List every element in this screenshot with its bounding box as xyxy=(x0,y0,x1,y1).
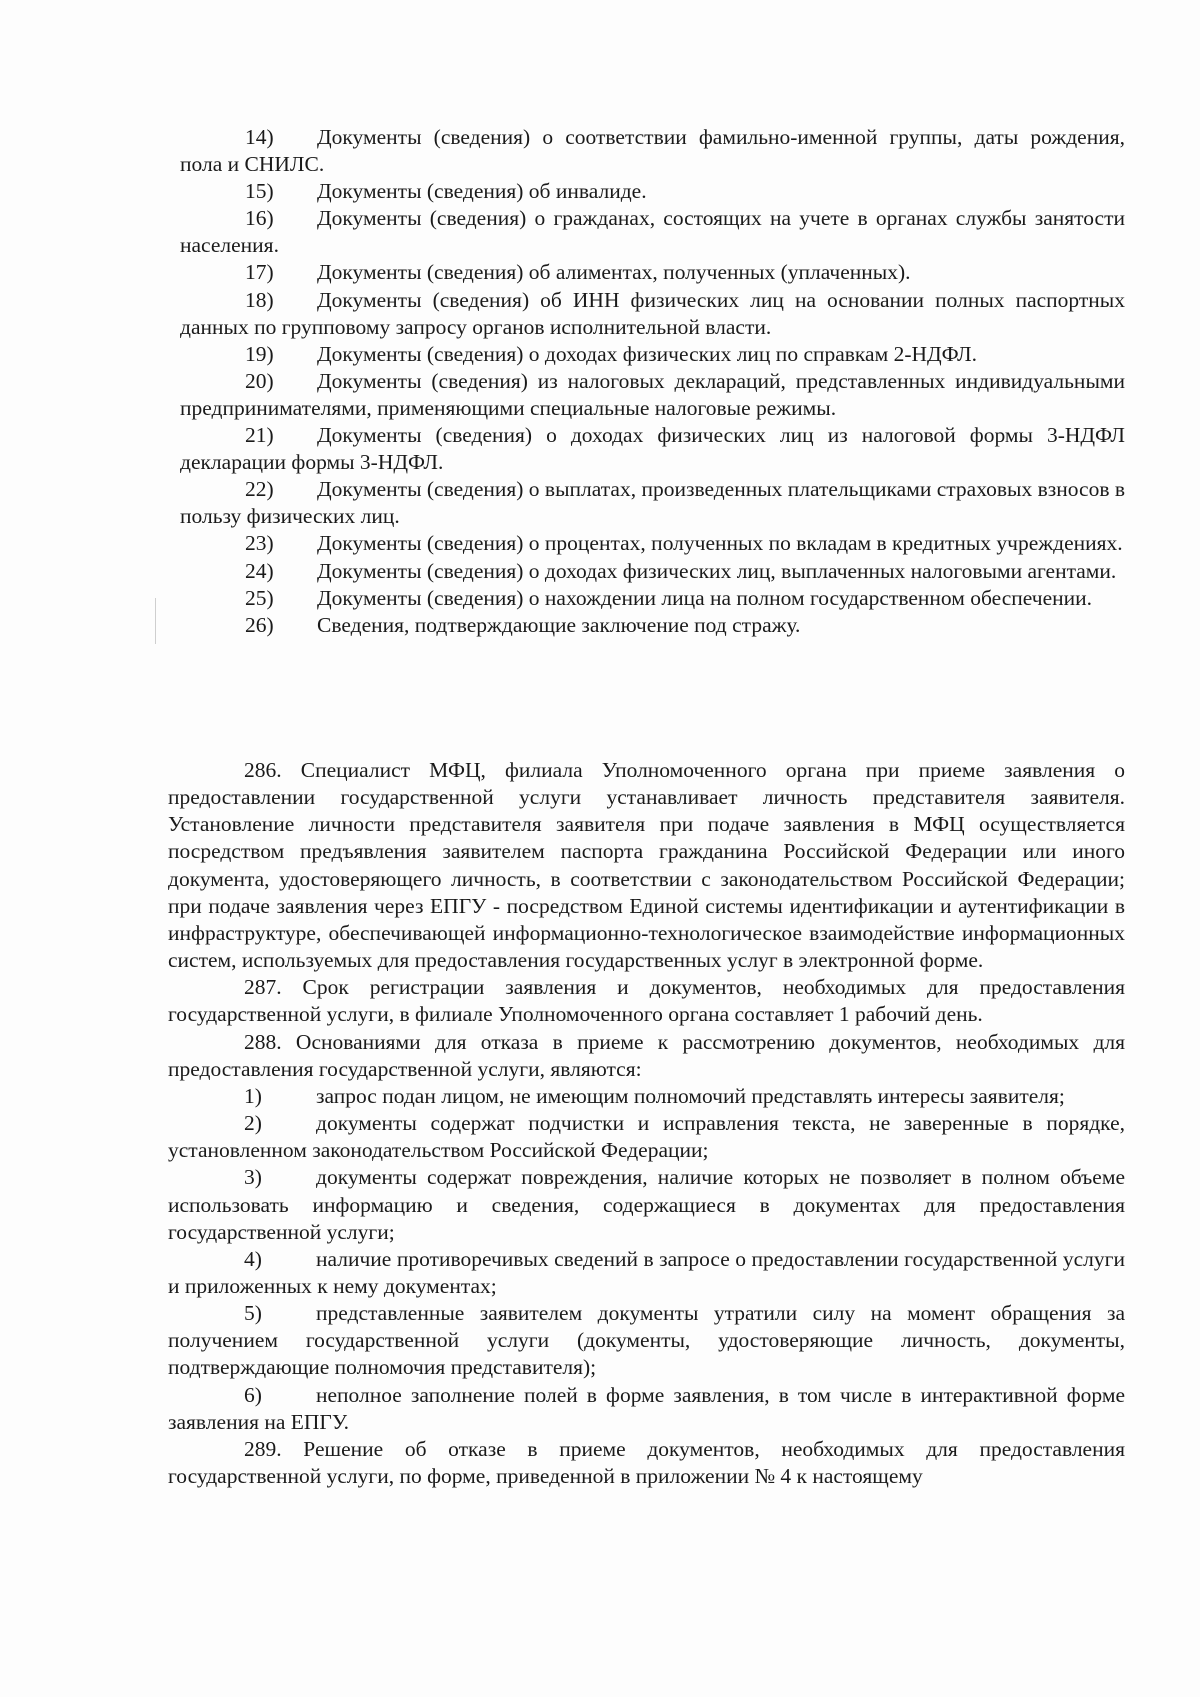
list-item-number: 6) xyxy=(244,1382,262,1407)
list-item-text: представленные заявителем документы утратили силу на момент обращения за получением государственной услуги (документы, удостоверяющие личность, документы, подтверждающие полномочия представителя); xyxy=(168,1301,1125,1380)
list-item-text: наличие противоречивых сведений в запросе о предоставлении государственной услуги и приложенных к нему документах; xyxy=(168,1246,1125,1298)
list-item-number: 3) xyxy=(244,1165,262,1190)
section-paragraphs xyxy=(168,757,1125,1490)
list-item-4 xyxy=(168,1246,1125,1300)
list-item-number: 26) xyxy=(245,612,274,637)
list-item-number: 2) xyxy=(244,1111,262,1136)
list-item-text: Документы (сведения) об алиментах, полученных (уплаченных). xyxy=(317,260,911,285)
scan-margin-mark xyxy=(155,598,156,644)
list-item-15 xyxy=(180,178,1125,205)
list-item-number: 14) xyxy=(245,125,274,149)
list-item-16 xyxy=(180,205,1125,259)
list-item-text: запрос подан лицом, не имеющим полномочий представлять интересы заявителя; xyxy=(316,1083,1065,1108)
list-item-5 xyxy=(168,1300,1125,1381)
list-item-text: Документы (сведения) о выплатах, произведенных плательщиками страховых взносов в пользу физических лиц. xyxy=(180,477,1126,529)
list-item-text: Документы (сведения) о доходах физических лиц, выплаченных налоговыми агентами. xyxy=(317,558,1117,583)
list-item-23 xyxy=(180,530,1125,557)
list-item-26 xyxy=(180,612,1125,639)
list-item-number: 25) xyxy=(245,585,274,610)
list-item-number: 4) xyxy=(244,1246,262,1271)
list-item-text: Сведения, подтверждающие заключение под стражу. xyxy=(317,612,801,637)
paragraph-287: 287. Срок регистрации заявления и документов, необходимых для предоставления государственной услуги, в филиале Уполномоченного органа составляет 1 рабочий день. xyxy=(168,975,1125,1027)
list-item-number: 15) xyxy=(245,179,274,204)
list-item-number: 5) xyxy=(244,1301,262,1326)
paragraph-286: 286. Специалист МФЦ, филиала Уполномоченного органа при приеме заявления о предоставлении государственной услуги устанавливает личность представителя заявителя. Установление личности представителя заявителя при подаче заявления в МФЦ осуществляется посредством предъявления заявителем паспорта гражданина Российской Федерации или иного документа, удостоверяющего личность, в соответствии с законодательством Российской Федерации; при подаче заявления через ЕПГУ - посредством Единой системы идентификации и аутентификации в инфраструктуре, обеспечивающей информационно-технологическое взаимодействие информационных систем, используемых для предоставления государственных услуг в электронной форме. xyxy=(168,758,1125,973)
list-item-number: 20) xyxy=(245,368,274,393)
list-item-text: Документы (сведения) о процентах, полученных по вкладам в кредитных учреждениях. xyxy=(317,531,1123,556)
list-item-number: 23) xyxy=(245,531,274,556)
list-item-text: Документы (сведения) о доходах физических лиц из налоговой формы 3-НДФЛ декларации формы 3-НДФЛ. xyxy=(180,423,1125,475)
list-item-number: 16) xyxy=(245,206,274,231)
list-item-text: Документы (сведения) об ИНН физических лиц на основании полных паспортных данных по групповому запросу органов исполнительной власти. xyxy=(180,287,1125,339)
list-item-text: документы содержат подчистки и исправления текста, не заверенные в порядке, установленном законодательством Российской Федерации; xyxy=(168,1111,1125,1163)
list-item-25 xyxy=(180,585,1125,612)
paragraph-288: 288. Основаниями для отказа в приеме к рассмотрению документов, необходимых для предоставления государственной услуги, являются: xyxy=(168,1029,1125,1081)
list-item-number: 22) xyxy=(245,477,274,502)
list-item-19 xyxy=(180,341,1125,368)
list-item-24 xyxy=(180,558,1125,585)
list-item-number: 18) xyxy=(245,287,274,312)
list-item-text: Документы (сведения) из налоговых деклараций, представленных индивидуальными предпринимателями, применяющими специальные налоговые режимы. xyxy=(180,368,1125,420)
list-item-text: Документы (сведения) о нахождении лица на полном государственном обеспечении. xyxy=(317,585,1093,610)
list-item-1 xyxy=(168,1083,1125,1110)
list-item-18 xyxy=(180,287,1125,341)
list-item-3 xyxy=(168,1164,1125,1245)
list-item-number: 1) xyxy=(244,1083,262,1108)
list-item-text: Документы (сведения) о гражданах, состоящих на учете в органах службы занятости населения. xyxy=(180,206,1125,258)
list-item-text: документы содержат повреждения, наличие которых не позволяет в полном объеме использовать информацию и сведения, содержащиеся в документах для предоставления государственной услуги; xyxy=(168,1165,1125,1244)
list-item-number: 21) xyxy=(245,423,274,448)
paragraph-289: 289. Решение об отказе в приеме документов, необходимых для предоставления государственной услуги, по форме, приведенной в приложении № 4 к настоящему xyxy=(168,1436,1125,1489)
list-item-17 xyxy=(180,259,1125,286)
list-item-2 xyxy=(168,1110,1125,1164)
list-item-text: Документы (сведения) о соответствии фамильно-именной группы, даты рождения, пола и СНИЛС. xyxy=(180,125,1125,177)
list-item-22 xyxy=(180,476,1125,530)
list-item-text: неполное заполнение полей в форме заявления, в том числе в интерактивной форме заявления на ЕПГУ. xyxy=(168,1382,1125,1434)
list-item-text: Документы (сведения) об инвалиде. xyxy=(317,179,647,204)
list-item-number: 19) xyxy=(245,341,274,366)
list-item-14 xyxy=(180,124,1125,178)
list-items-14-26 xyxy=(180,124,1125,639)
list-item-text: Документы (сведения) о доходах физических лиц по справкам 2-НДФЛ. xyxy=(317,341,978,366)
list-item-21 xyxy=(180,422,1125,476)
list-item-number: 24) xyxy=(245,558,274,583)
list-item-20 xyxy=(180,368,1125,422)
list-item-number: 17) xyxy=(245,260,274,285)
list-item-6 xyxy=(168,1382,1125,1436)
